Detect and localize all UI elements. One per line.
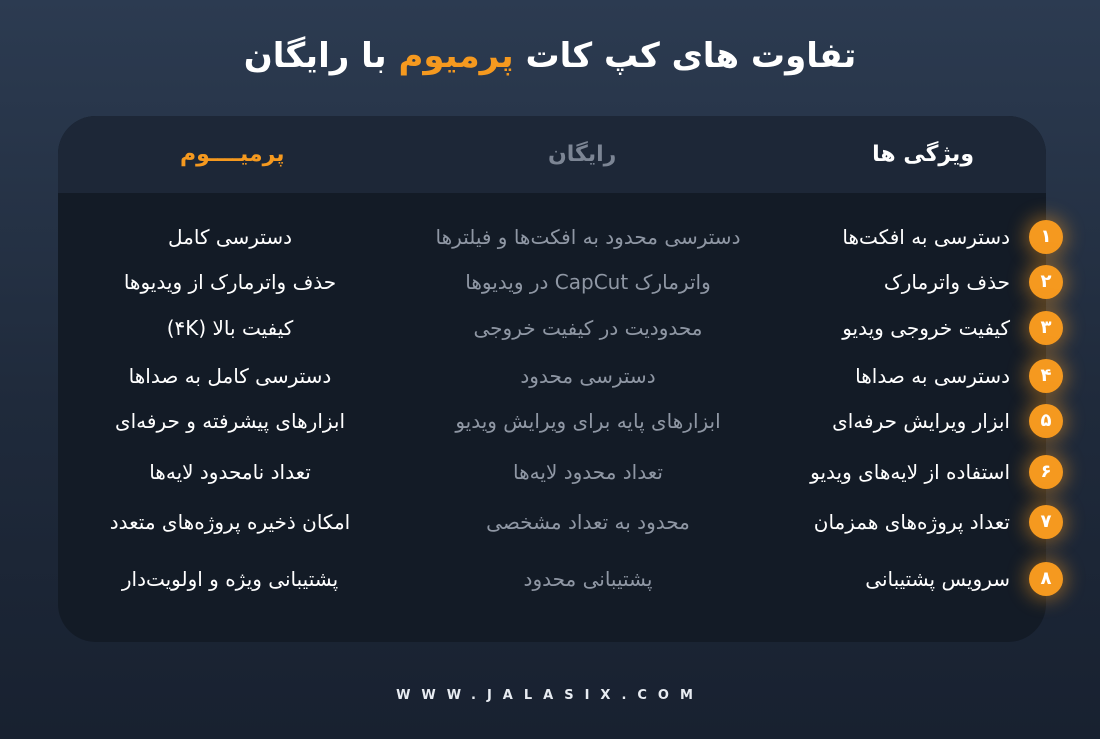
header-premium: پرمیــــوم (180, 142, 285, 167)
free-cell: ابزارهای پایه برای ویرایش ویدیو (455, 409, 721, 433)
free-cell: واترمارک CapCut در ویدیوها (465, 270, 711, 294)
feature-cell: سرویس پشتیبانی (865, 567, 1010, 591)
header-free: رایگان (548, 142, 617, 167)
row-number-badge: ۵ (1029, 404, 1063, 438)
row-number-badge: ۴ (1029, 359, 1063, 393)
table-row (0, 356, 1100, 396)
row-number-badge: ۱ (1029, 220, 1063, 254)
premium-cell: پشتیبانی ویژه و اولویت‌دار (121, 567, 339, 591)
row-number-badge: ۶ (1029, 455, 1063, 489)
premium-cell: کیفیت بالا (۴K) (166, 316, 294, 340)
feature-cell: ابزار ویرایش حرفه‌ای (832, 409, 1010, 433)
premium-cell: ابزارهای پیشرفته و حرفه‌ای (114, 409, 346, 433)
row-number-badge: ۷ (1029, 505, 1063, 539)
free-cell: دسترسی محدود (520, 364, 656, 388)
free-cell: تعداد محدود لایه‌ها (513, 460, 663, 484)
premium-cell: تعداد نامحدود لایه‌ها (149, 460, 311, 484)
free-cell: محدود به تعداد مشخصی (486, 510, 690, 534)
premium-cell: دسترسی کامل به صداها (128, 364, 332, 388)
feature-cell: تعداد پروژه‌های همزمان (813, 510, 1010, 534)
table-row (0, 401, 1100, 441)
feature-cell: حذف واترمارک (883, 270, 1010, 294)
title-accent: پرمیوم (398, 36, 514, 76)
table-row (0, 559, 1100, 599)
table-row (0, 502, 1100, 542)
feature-cell: کیفیت خروجی ویدیو (842, 316, 1010, 340)
row-number-badge: ۳ (1029, 311, 1063, 345)
title-part-before: تفاوت های کپ کات (513, 36, 857, 76)
table-header (58, 116, 1046, 193)
page-title (0, 36, 1100, 76)
title-part-after: با رایگان (243, 36, 399, 76)
table-row (0, 262, 1100, 302)
feature-cell: دسترسی به صداها (855, 364, 1010, 388)
free-cell: محدودیت در کیفیت خروجی (473, 316, 703, 340)
feature-cell: دسترسی به افکت‌ها (842, 225, 1010, 249)
feature-cell: استفاده از لایه‌های ویدیو (810, 460, 1010, 484)
row-number-badge: ۸ (1029, 562, 1063, 596)
premium-cell: امکان ذخیره پروژه‌های متعدد (109, 510, 351, 534)
table-row (0, 217, 1100, 257)
header-features: ویژگی ها (872, 142, 974, 167)
free-cell: دسترسی محدود به افکت‌ها و فیلترها (435, 225, 741, 249)
table-row (0, 308, 1100, 348)
footer-website: WWW.JALASIX.COM (396, 688, 704, 703)
premium-cell: حذف واترمارک از ویدیوها (123, 270, 337, 294)
row-number-badge: ۲ (1029, 265, 1063, 299)
table-row (0, 452, 1100, 492)
free-cell: پشتیبانی محدود (523, 567, 653, 591)
premium-cell: دسترسی کامل (168, 225, 292, 249)
